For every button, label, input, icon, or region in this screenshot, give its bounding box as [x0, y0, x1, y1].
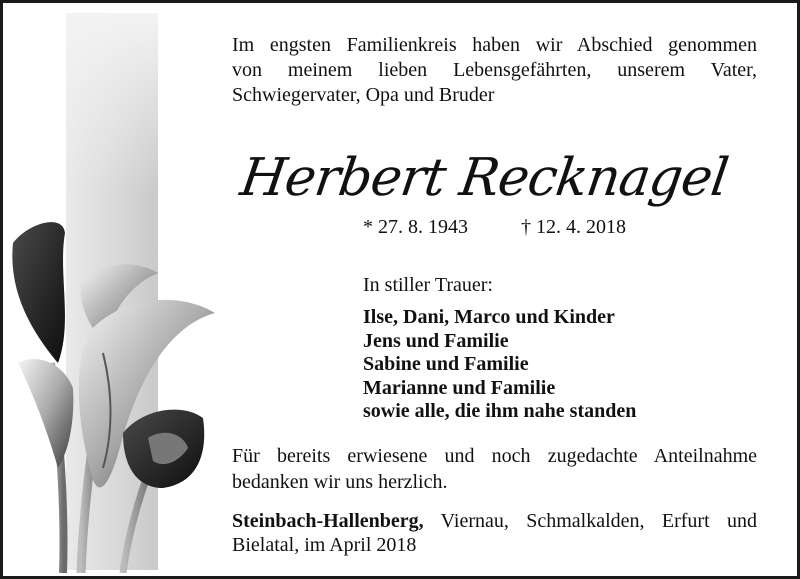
deceased-name: Herbert Recknagel — [236, 148, 732, 208]
intro-line-2: von meinem lieben Lebensgefährten, unserem Vater, — [232, 59, 757, 81]
place-and-date — [232, 509, 757, 557]
band-fade — [66, 13, 158, 193]
birth-date: * 27. 8. 1943 — [363, 216, 468, 238]
thanks-line-2: bedanken wir uns herzlich. — [232, 471, 448, 493]
town-name: Steinbach-Hallenberg, — [232, 510, 424, 532]
place-towns: Viernau, Schmalkalden, Erfurt und — [440, 510, 757, 532]
mourners-list — [363, 306, 636, 424]
thanks-text — [232, 443, 757, 495]
place-line-1 — [232, 509, 757, 533]
mourner-item: Marianne und Familie — [363, 376, 556, 399]
mourner-item: Jens und Familie — [363, 329, 509, 352]
place-line-2: Bielatal, im April 2018 — [232, 534, 417, 556]
mourner-item: Sabine und Familie — [363, 353, 529, 375]
intro-text — [232, 33, 757, 108]
calla-lily-icon — [3, 213, 233, 573]
intro-line-3: Schwiegervater, Opa und Bruder — [232, 84, 495, 106]
mourner-item: sowie alle, die ihm nahe standen — [363, 400, 637, 422]
intro-line-1: Im engsten Familienkreis haben wir Abschied genommen — [232, 34, 757, 56]
mourner-item: Ilse, Dani, Marco und Kinder — [363, 306, 615, 328]
death-date: † 12. 4. 2018 — [521, 216, 626, 238]
thanks-line-1: Für bereits erwiesene und noch zugedachte Anteilnahme — [232, 445, 757, 467]
mourning-label: In stiller Trauer: — [363, 274, 493, 296]
